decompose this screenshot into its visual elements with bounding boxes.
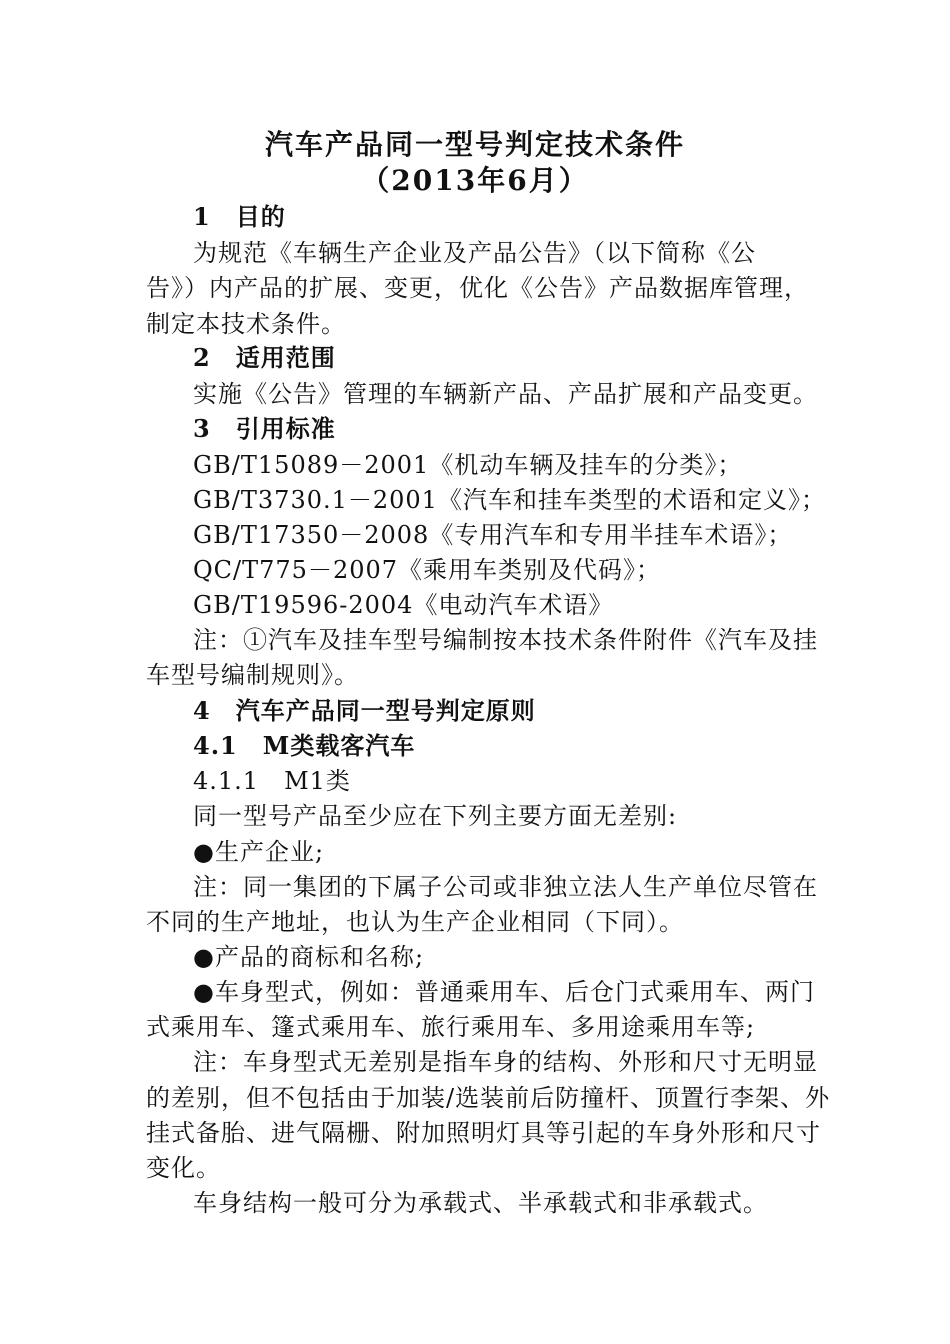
document-title: 汽车产品同一型号判定技术条件	[264, 128, 685, 161]
section-heading-3: 3 引用标准	[193, 414, 336, 443]
note-line: 车型号编制规则》。	[146, 661, 359, 689]
reference-standard: GB/T15089－2001《机动车辆及挂车的分类》；	[193, 451, 743, 479]
reference-standard: GB/T19596-2004《电动汽车术语》	[193, 591, 614, 619]
reference-standard: GB/T17350－2008《专用汽车和专用半挂车术语》；	[193, 521, 793, 549]
reference-standard: GB/T3730.1－2001《汽车和挂车类型的术语和定义》；	[193, 486, 826, 514]
note-line: 注：同一集团的下属子公司或非独立法人生产单位尽管在	[193, 873, 818, 901]
paragraph-line: 实施《公告》管理的车辆新产品、产品扩展和产品变更。	[193, 380, 818, 408]
paragraph-line: 为规范《车辆生产企业及产品公告》（以下简称《公	[193, 239, 756, 267]
reference-standard: QC/T775－2007《乘用车类别及代码》；	[193, 556, 662, 584]
note-line: 注：①汽车及挂车型号编制按本技术条件附件《汽车及挂	[193, 626, 818, 654]
bullet-item: ●车身型式，例如：普通乘用车、后仓门式乘用车、两门	[193, 978, 815, 1006]
section-heading-2: 2 适用范围	[193, 343, 336, 372]
note-line: 不同的生产地址，也认为生产企业相同（下同）。	[146, 908, 684, 936]
note-line: 注：车身型式无差别是指车身的结构、外形和尺寸无明显	[193, 1048, 818, 1076]
subsection-heading-4-1: 4.1 M类载客汽车	[193, 731, 416, 760]
bullet-item: ●生产企业;	[193, 838, 325, 866]
bullet-item: ●产品的商标和名称;	[193, 943, 425, 971]
paragraph-line: 制定本技术条件。	[146, 310, 346, 338]
note-line: 挂式备胎、进气隔栅、附加照明灯具等引起的车身外形和尺寸	[146, 1119, 821, 1147]
paragraph-line: 式乘用车、篷式乘用车、旅行乘用车、多用途乘用车等;	[146, 1013, 756, 1041]
document-date: （2013年6月）	[361, 164, 589, 197]
paragraph-line: 同一型号产品至少应在下列主要方面无差别:	[193, 802, 678, 830]
paragraph-line: 告》）内产品的扩展、变更，优化《公告》产品数据库管理，	[146, 274, 809, 302]
section-heading-1: 1 目的	[193, 202, 286, 231]
note-line: 的差别，但不包括由于加装/选装前后防撞杆、顶置行李架、外	[146, 1084, 831, 1112]
subsection-heading-4-1-1: 4.1.1 M1类	[193, 767, 351, 795]
section-heading-4: 4 汽车产品同一型号判定原则	[193, 696, 536, 725]
note-line: 变化。	[146, 1154, 221, 1182]
paragraph-line: 车身结构一般可分为承载式、半承载式和非承载式。	[193, 1189, 768, 1217]
